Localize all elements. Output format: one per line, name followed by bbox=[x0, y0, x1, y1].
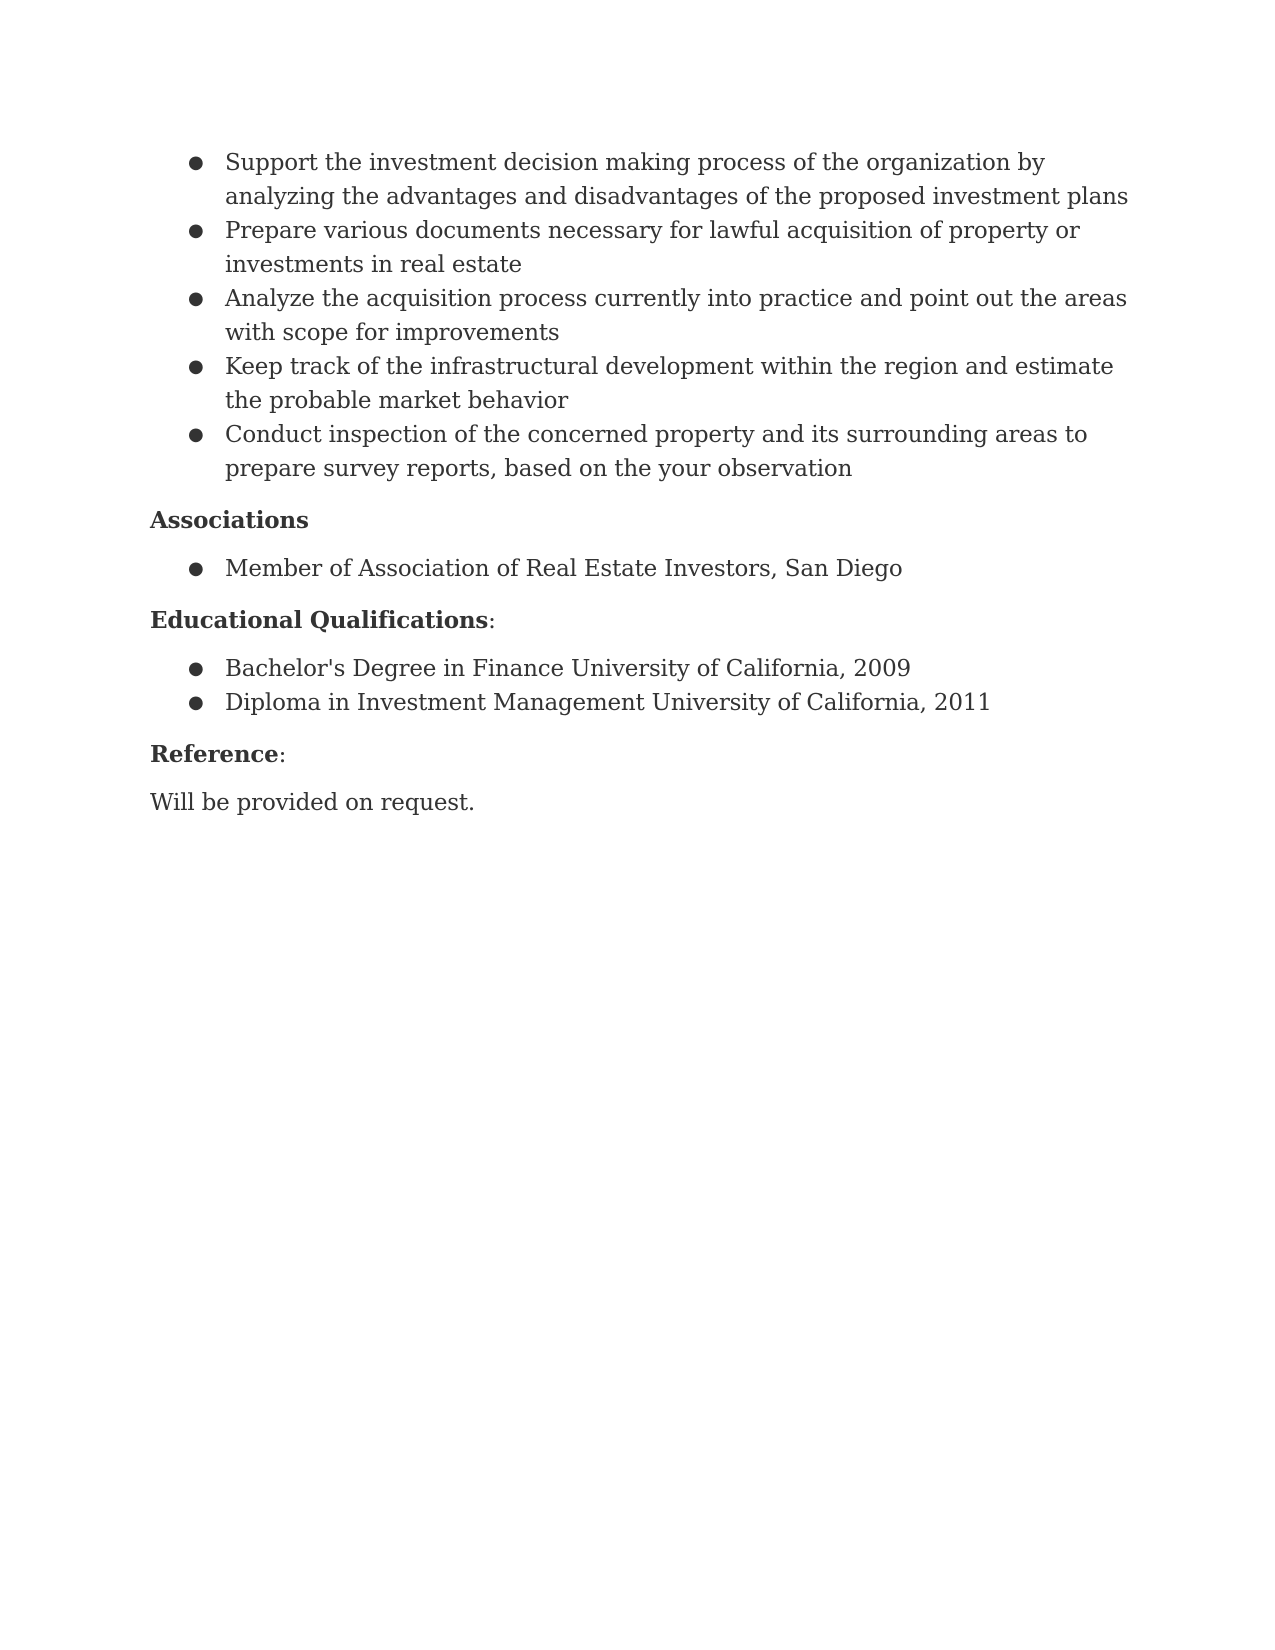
list-item-text: Bachelor's Degree in Finance University of California, 2009 bbox=[225, 656, 911, 682]
associations-list bbox=[150, 552, 1130, 586]
list-item bbox=[150, 552, 1130, 586]
bullet-icon: ● bbox=[188, 152, 204, 173]
list-item-text: Support the investment decision making process of the organization by analyzing the advantages and disadvantages of the proposed investment plans bbox=[225, 150, 1129, 210]
bullet-icon: ● bbox=[188, 692, 204, 713]
reference-heading bbox=[150, 738, 1130, 772]
list-item bbox=[150, 418, 1130, 486]
bullet-icon: ● bbox=[188, 356, 204, 377]
associations-heading-text: Associations bbox=[150, 507, 309, 534]
reference-text: Will be provided on request. bbox=[150, 790, 476, 816]
document-content bbox=[150, 146, 1130, 820]
list-item-text: Prepare various documents necessary for lawful acquisition of property or investments in real estate bbox=[225, 218, 1080, 278]
list-item-text: Conduct inspection of the concerned property and its surrounding areas to prepare survey reports, based on the your observation bbox=[225, 422, 1088, 482]
bullet-icon: ● bbox=[188, 658, 204, 679]
education-list bbox=[150, 652, 1130, 720]
bullet-icon: ● bbox=[188, 288, 204, 309]
list-item bbox=[150, 214, 1130, 282]
list-item bbox=[150, 146, 1130, 214]
bullet-icon: ● bbox=[188, 424, 204, 445]
education-heading bbox=[150, 604, 1130, 638]
education-heading-text: Educational Qualifications bbox=[150, 607, 489, 634]
associations-heading bbox=[150, 504, 1130, 538]
list-item bbox=[150, 686, 1130, 720]
list-item bbox=[150, 282, 1130, 350]
bullet-icon: ● bbox=[188, 220, 204, 241]
reference-heading-colon: : bbox=[278, 742, 287, 768]
reference-heading-text: Reference bbox=[150, 741, 279, 768]
list-item-text: Analyze the acquisition process currently into practice and point out the areas with scope for improvements bbox=[225, 286, 1128, 346]
education-heading-colon: : bbox=[488, 608, 496, 634]
responsibilities-list bbox=[150, 146, 1130, 486]
list-item-text: Diploma in Investment Management University of California, 2011 bbox=[225, 690, 992, 716]
bullet-icon: ● bbox=[188, 558, 204, 579]
list-item-text: Keep track of the infrastructural development within the region and estimate the probable market behavior bbox=[225, 354, 1114, 414]
list-item bbox=[150, 652, 1130, 686]
list-item bbox=[150, 350, 1130, 418]
list-item-text: Member of Association of Real Estate Investors, San Diego bbox=[225, 556, 903, 582]
